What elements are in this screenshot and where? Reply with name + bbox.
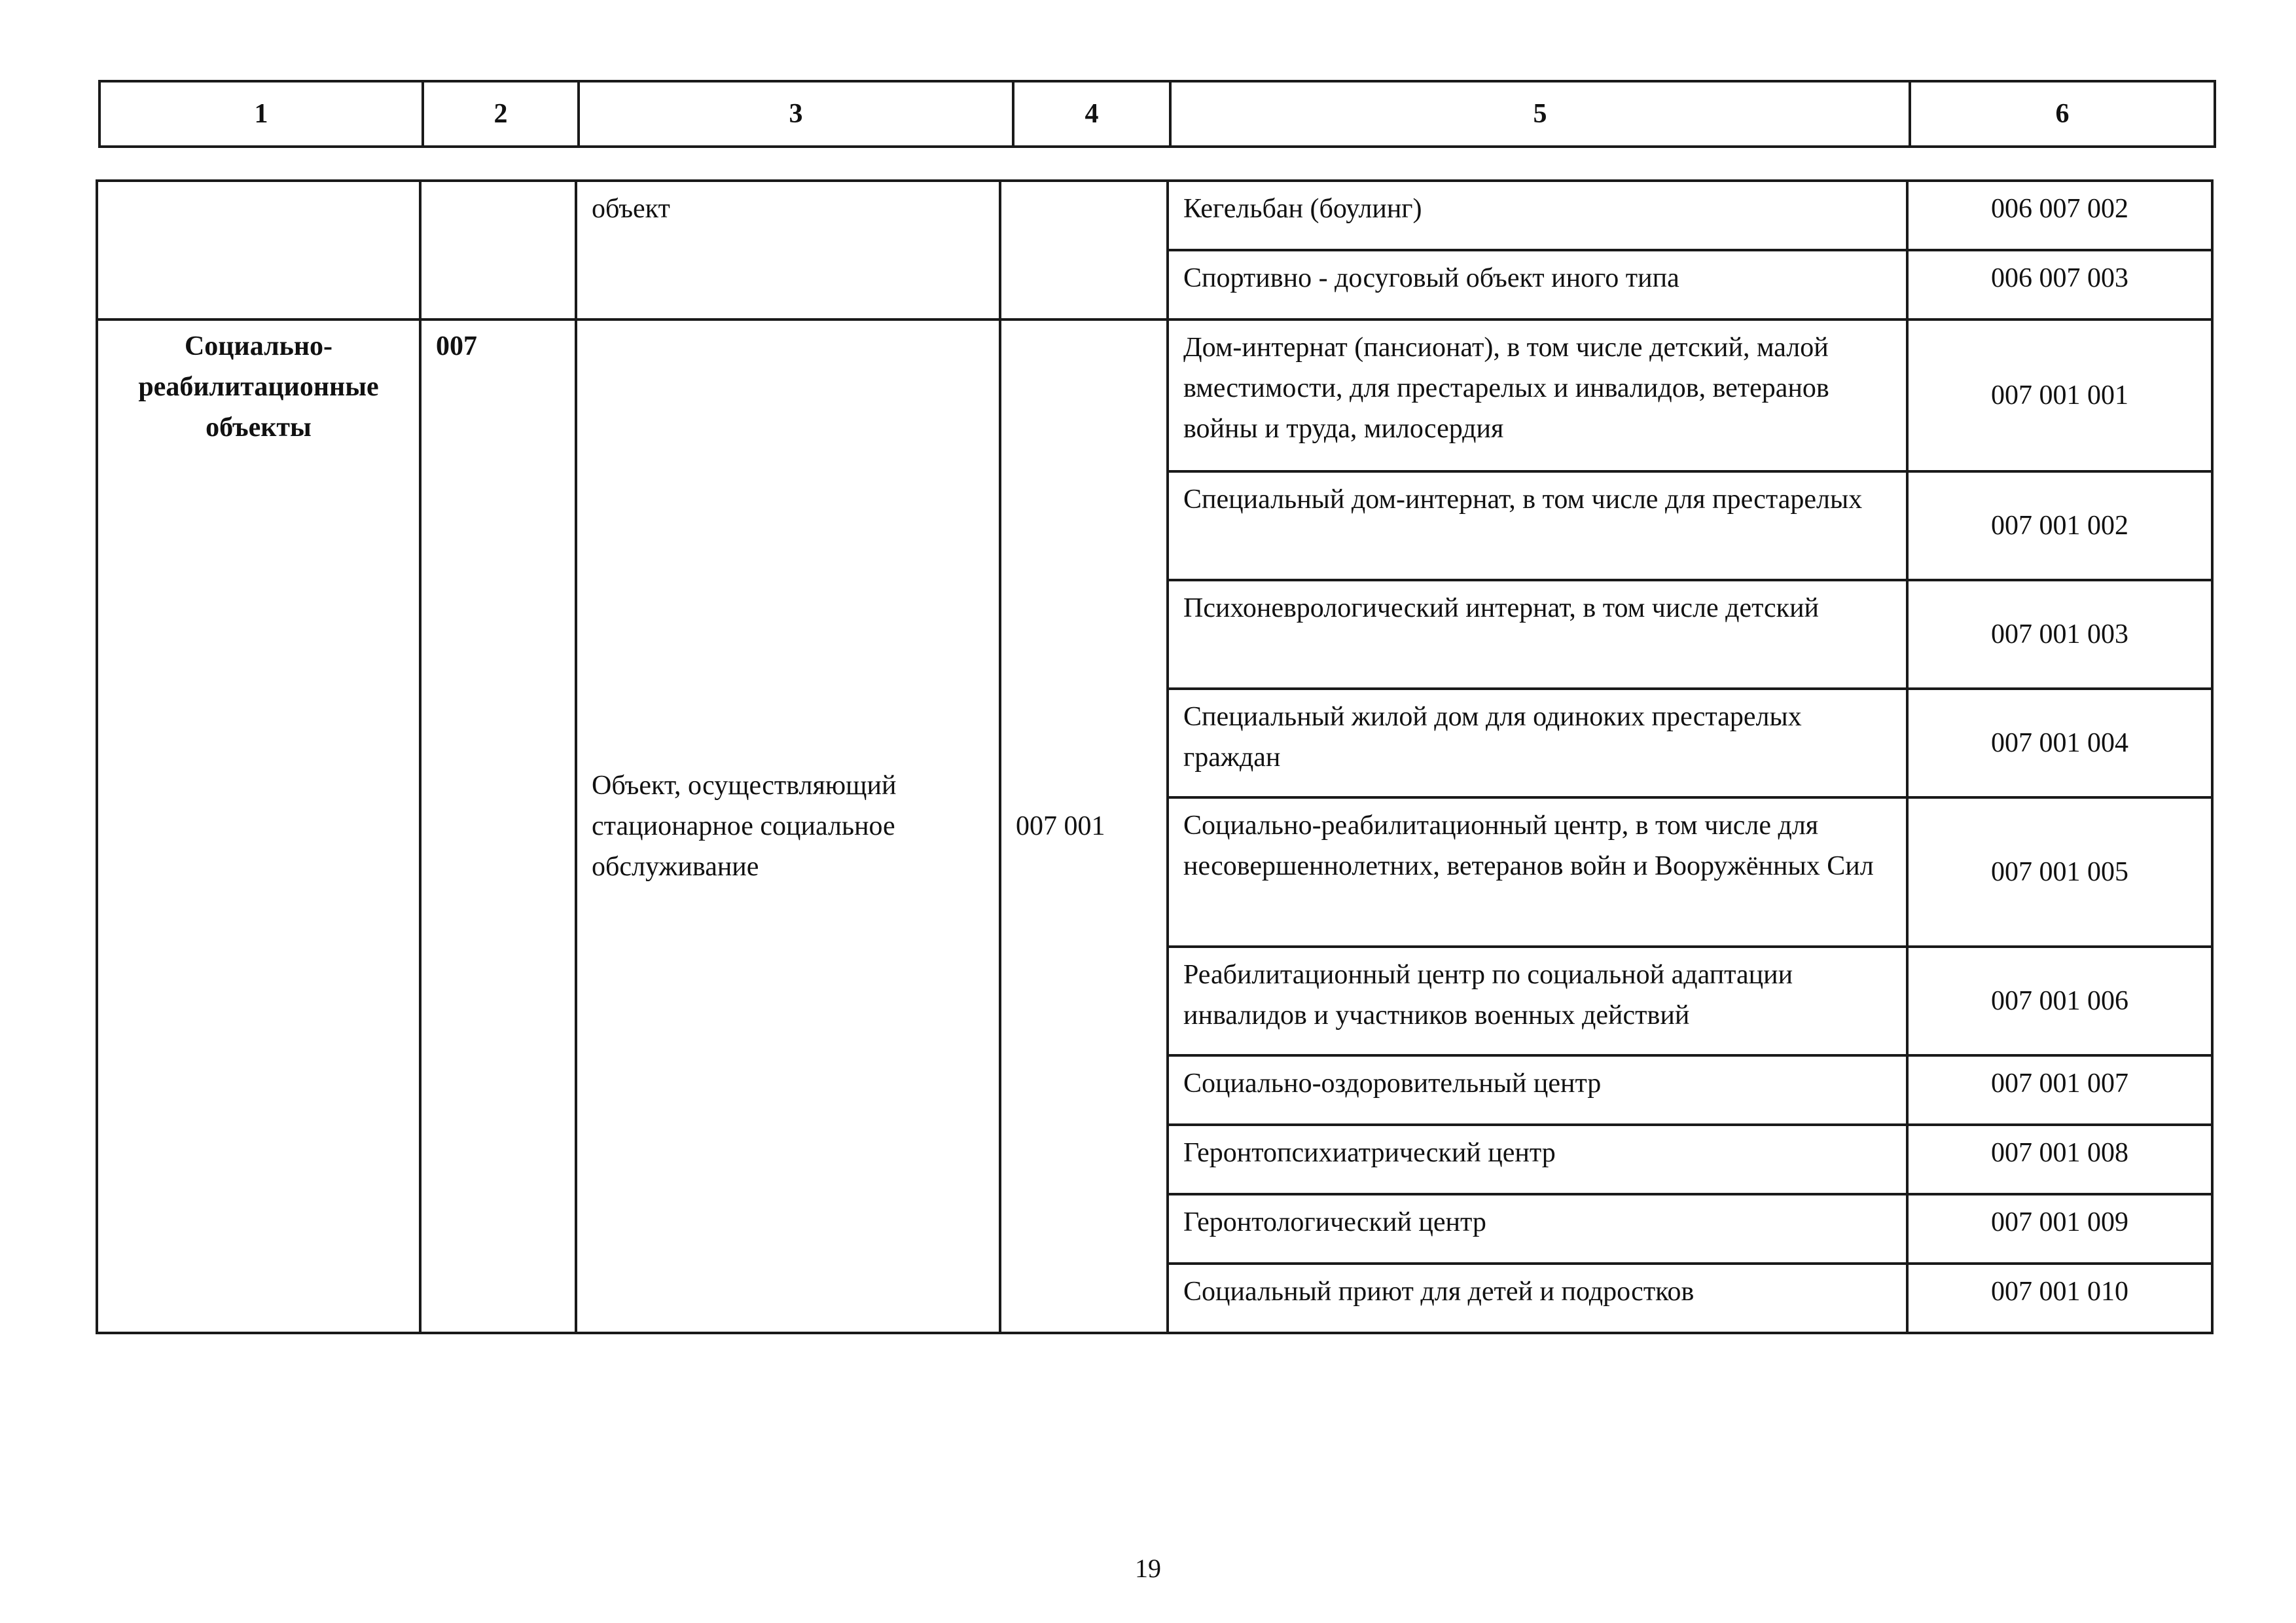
object-type-name: Специальный жилой дом для одиноких престарелых граждан [1168,689,1907,797]
object-type-code: 007 001 009 [1907,1194,2212,1264]
object-type-code: 007 001 003 [1907,580,2212,689]
object-type-name: Кегельбан (боулинг) [1168,181,1907,250]
object-type-code: 007 001 005 [1907,797,2212,947]
object-type-code: 007 001 002 [1907,471,2212,580]
object-type-code: 007 001 010 [1907,1264,2212,1333]
object-type-code: 007 001 008 [1907,1125,2212,1194]
header-col-3: 3 [579,81,1013,147]
object-type-code: 007 001 007 [1907,1055,2212,1125]
object-type-name: Спортивно - досуговый объект иного типа [1168,250,1907,319]
object-type-name: Геронтопсихиатрический центр [1168,1125,1907,1194]
group-code: 007 [420,319,576,1333]
object-type-code: 006 007 002 [1907,181,2212,250]
subgroup-name: Объект, осуществляющий стационарное социальное обслуживание [576,319,1000,1333]
header-col-1: 1 [99,81,423,147]
header-row [99,81,2215,147]
subgroup-name-cell: объект [576,181,1000,319]
header-col-4: 4 [1013,81,1170,147]
object-type-name: Геронтологический центр [1168,1194,1907,1264]
header-col-2: 2 [423,81,579,147]
group-code-cell [420,181,576,319]
header-col-6: 6 [1910,81,2215,147]
table-row [97,319,2212,471]
group-title-cell [97,181,420,319]
object-type-name: Социальный приют для детей и подростков [1168,1264,1907,1333]
object-type-name: Социально-реабилитационный центр, в том числе для несовершеннолетних, ветеранов войн и Вооружённых Сил [1168,797,1907,947]
object-type-code: 007 001 004 [1907,689,2212,797]
object-type-name: Социально-оздоровительный центр [1168,1055,1907,1125]
header-col-5: 5 [1170,81,1910,147]
subgroup-code-cell [1000,181,1168,319]
object-type-name: Дом-интернат (пансионат), в том числе детский, малой вместимости, для престарелых и инвалидов, ветеранов войны и труда, милосердия [1168,319,1907,471]
classification-table [96,179,2214,1334]
object-type-code: 006 007 003 [1907,250,2212,319]
column-number-header [98,80,2216,148]
object-type-name: Реабилитационный центр по социальной адаптации инвалидов и участников военных действий [1168,947,1907,1055]
group-title: Социально-реабилитационные объекты [97,319,420,1333]
object-type-code: 007 001 001 [1907,319,2212,471]
object-type-name: Специальный дом-интернат, в том числе для престарелых [1168,471,1907,580]
page-number: 19 [1135,1554,1161,1583]
object-type-code: 007 001 006 [1907,947,2212,1055]
subgroup-code: 007 001 [1000,319,1168,1333]
object-type-name: Психоневрологический интернат, в том числе детский [1168,580,1907,689]
table-row [97,181,2212,250]
